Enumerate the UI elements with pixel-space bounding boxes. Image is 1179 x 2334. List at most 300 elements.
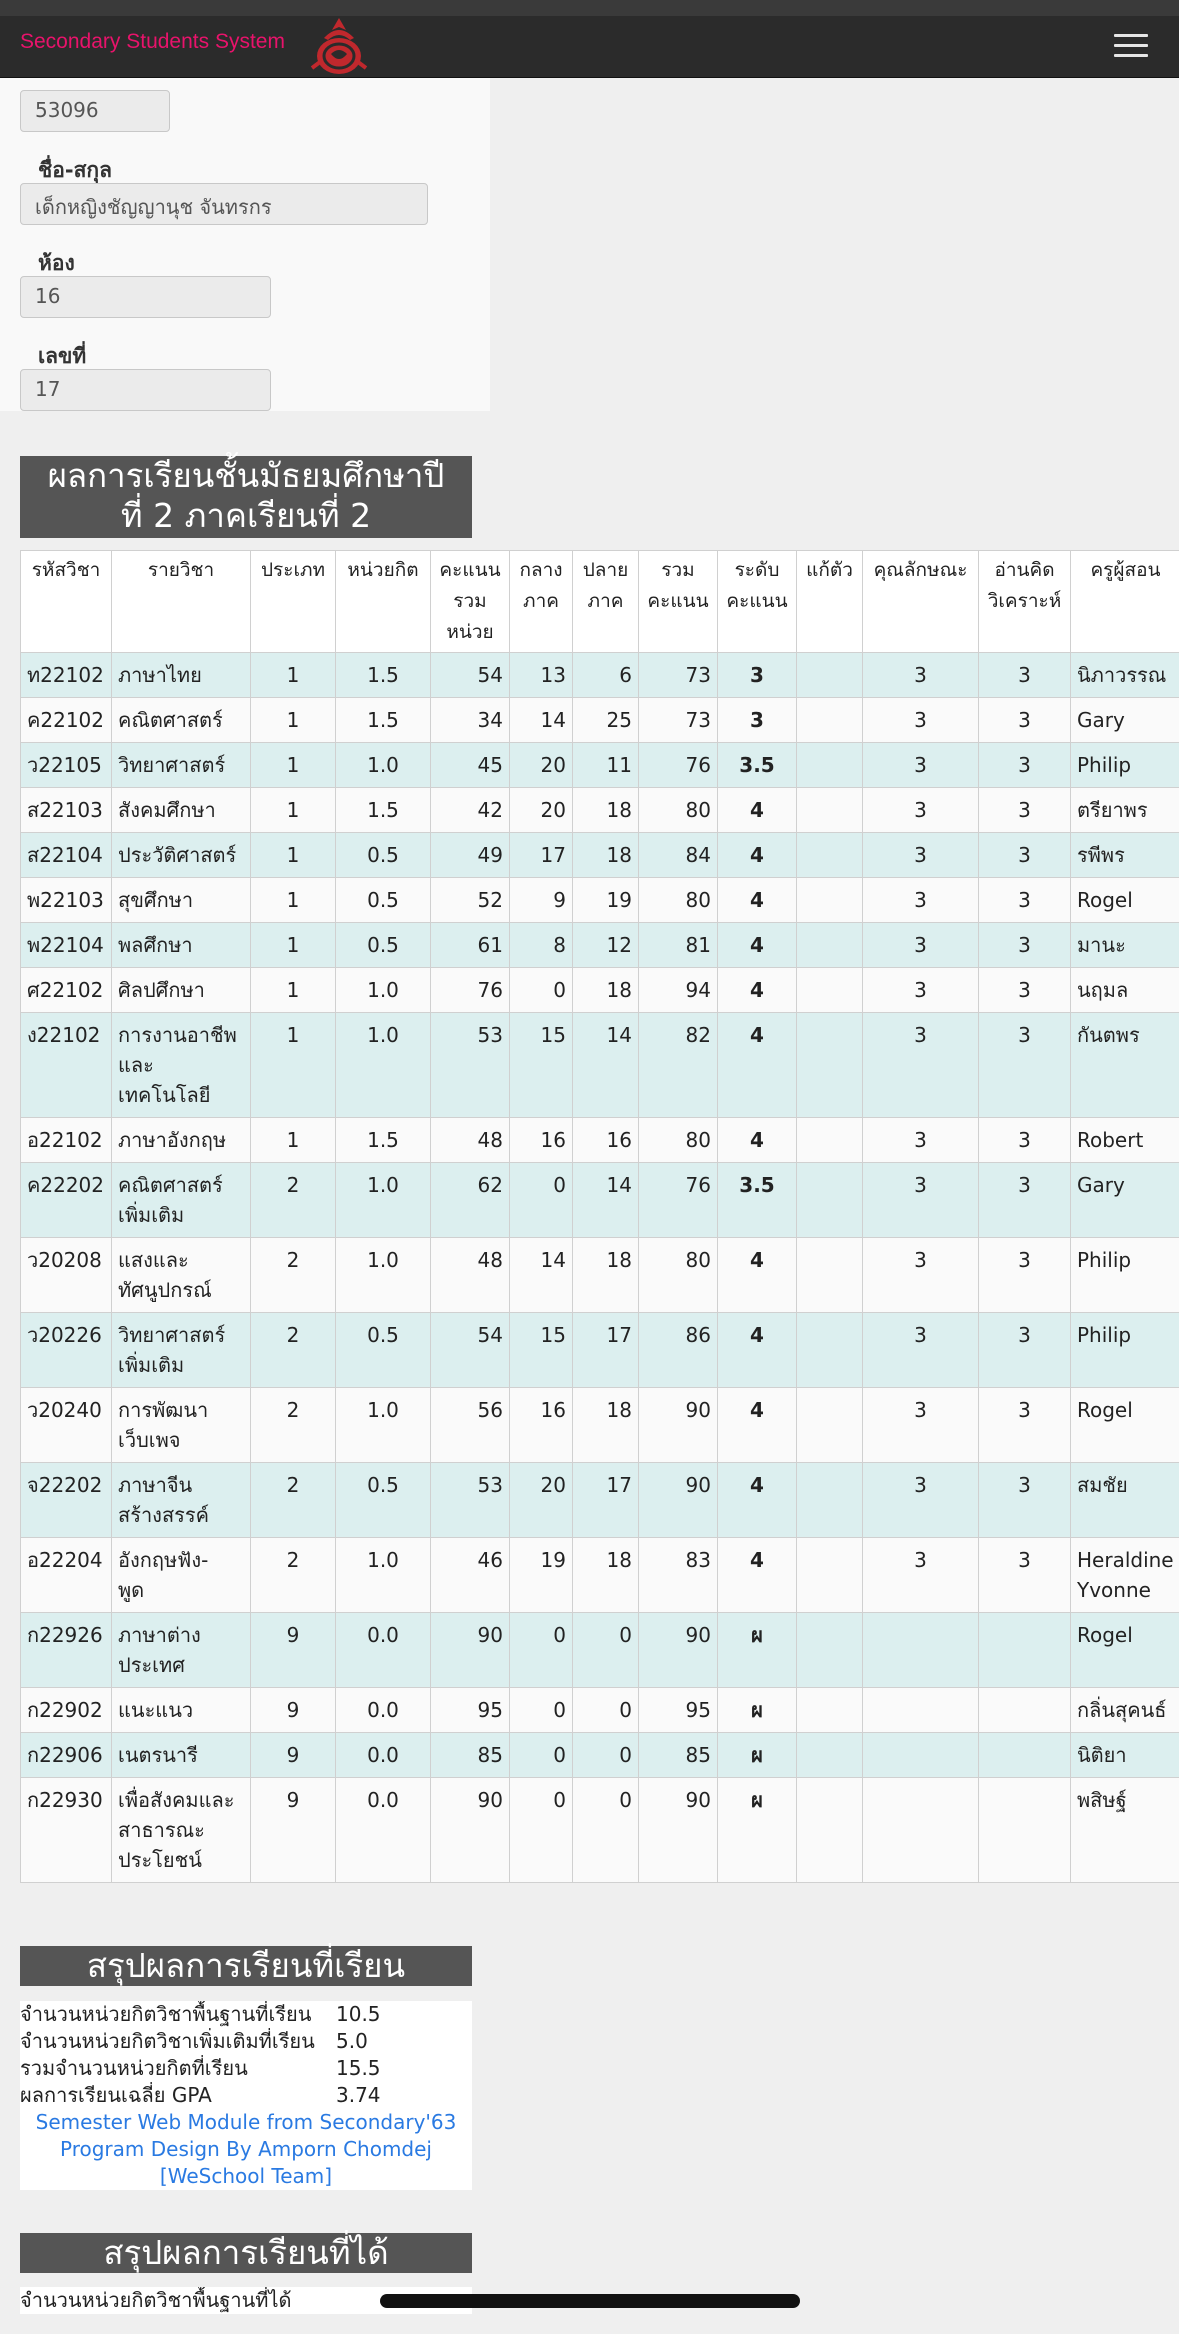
cell-trait: 3 [863, 1538, 979, 1613]
cell-read: 3 [979, 1313, 1071, 1388]
cell-read: 3 [979, 788, 1071, 833]
cell-final: 0 [573, 1733, 639, 1778]
cell-mid: 20 [510, 743, 573, 788]
results-title-line1: ผลการเรียนชั้นมัธยมศึกษาปี [47, 456, 445, 495]
cell-unit: 34 [431, 698, 510, 743]
cell-type: 2 [251, 1238, 336, 1313]
cell-type: 1 [251, 743, 336, 788]
table-row [21, 923, 1179, 968]
cell-grade: 3 [718, 698, 797, 743]
cell-teacher: Philip [1071, 1238, 1179, 1313]
cell-subject: เนตรนารี [112, 1733, 251, 1778]
cell-teacher: กลิ่นสุคนธ์ [1071, 1688, 1179, 1733]
cell-credit: 1.5 [336, 698, 431, 743]
cell-subject: อังกฤษฟัง- พูด [112, 1538, 251, 1613]
summary-row-label: จำนวนหน่วยกิตวิชาพื้นฐานที่เรียน [20, 2002, 312, 2026]
cell-mid: 16 [510, 1118, 573, 1163]
cell-total: 90 [639, 1613, 718, 1688]
cell-total: 80 [639, 788, 718, 833]
cell-total: 94 [639, 968, 718, 1013]
cell-total: 83 [639, 1538, 718, 1613]
cell-teacher: Heraldine Yvonne [1071, 1538, 1179, 1613]
cell-credit: 0.0 [336, 1733, 431, 1778]
table-row [21, 743, 1179, 788]
cell-mid: 8 [510, 923, 573, 968]
cell-grade: 4 [718, 1538, 797, 1613]
cell-final: 17 [573, 1313, 639, 1388]
cell-mid: 16 [510, 1388, 573, 1463]
cell-credit: 0.5 [336, 1463, 431, 1538]
cell-total: 90 [639, 1463, 718, 1538]
table-row [21, 1688, 1179, 1733]
cell-trait: 3 [863, 743, 979, 788]
summary-row [20, 2082, 472, 2109]
cell-teacher: Gary [1071, 1163, 1179, 1238]
column-header: รวม คะแนน [639, 551, 718, 653]
cell-mid: 9 [510, 878, 573, 923]
name-label: ชื่อ-สกุล [38, 158, 112, 182]
cell-fix [797, 1013, 863, 1118]
cell-read: 3 [979, 1538, 1071, 1613]
cell-final: 14 [573, 1013, 639, 1118]
cell-type: 9 [251, 1778, 336, 1883]
column-header: อ่านคิด วิเคราะห์ [979, 551, 1071, 653]
cell-type: 1 [251, 788, 336, 833]
cell-teacher: Rogel [1071, 1613, 1179, 1688]
cell-teacher: Robert [1071, 1118, 1179, 1163]
cell-final: 16 [573, 1118, 639, 1163]
cell-subject: ภาษาจีน สร้างสรรค์ [112, 1463, 251, 1538]
cell-code: ศ22102 [21, 968, 112, 1013]
student-info-panel [0, 78, 490, 411]
cell-code: ว22105 [21, 743, 112, 788]
cell-subject: วิทยาศาสตร์ [112, 743, 251, 788]
cell-subject: สุขศึกษา [112, 878, 251, 923]
cell-credit: 1.0 [336, 1163, 431, 1238]
summary-row-label: ผลการเรียนเฉลี่ย GPA [20, 2083, 212, 2107]
cell-unit: 53 [431, 1463, 510, 1538]
grades-table [20, 550, 1179, 1883]
cell-code: ก22902 [21, 1688, 112, 1733]
hamburger-icon[interactable] [1114, 34, 1148, 60]
cell-code: ว20240 [21, 1388, 112, 1463]
summary-earned-title: สรุปผลการเรียนที่ได้ [20, 2233, 472, 2273]
cell-read [979, 1613, 1071, 1688]
table-row [21, 878, 1179, 923]
cell-fix [797, 968, 863, 1013]
cell-total: 76 [639, 1163, 718, 1238]
cell-unit: 46 [431, 1538, 510, 1613]
column-header: คะแนน รวม หน่วย [431, 551, 510, 653]
cell-unit: 54 [431, 1313, 510, 1388]
results-title [20, 456, 472, 538]
cell-code: ก22930 [21, 1778, 112, 1883]
cell-trait: 3 [863, 1313, 979, 1388]
cell-code: พ22104 [21, 923, 112, 968]
cell-mid: 0 [510, 1688, 573, 1733]
room-field[interactable]: 16 [20, 276, 271, 318]
cell-total: 90 [639, 1778, 718, 1883]
cell-credit: 0.5 [336, 1313, 431, 1388]
cell-final: 18 [573, 968, 639, 1013]
cell-read [979, 1778, 1071, 1883]
cell-credit: 0.0 [336, 1613, 431, 1688]
cell-fix [797, 1778, 863, 1883]
top-navbar [0, 0, 1179, 78]
cell-unit: 52 [431, 878, 510, 923]
summary-row-label: จำนวนหน่วยกิตวิชาพื้นฐานที่ได้ [20, 2288, 292, 2312]
cell-read: 3 [979, 743, 1071, 788]
cell-credit: 1.0 [336, 1538, 431, 1613]
cell-subject: ภาษาต่าง ประเทศ [112, 1613, 251, 1688]
cell-read: 3 [979, 1163, 1071, 1238]
cell-credit: 1.0 [336, 1013, 431, 1118]
cell-mid: 0 [510, 1163, 573, 1238]
cell-credit: 0.5 [336, 878, 431, 923]
cell-trait: 3 [863, 1238, 979, 1313]
cell-final: 25 [573, 698, 639, 743]
cell-total: 80 [639, 1118, 718, 1163]
cell-total: 90 [639, 1388, 718, 1463]
cell-code: ว20208 [21, 1238, 112, 1313]
table-row [21, 968, 1179, 1013]
summary-enrolled-panel [20, 2001, 472, 2190]
grades-table-body [21, 653, 1179, 1883]
cell-total: 73 [639, 698, 718, 743]
cell-trait: 3 [863, 923, 979, 968]
cell-type: 1 [251, 1013, 336, 1118]
table-row [21, 1778, 1179, 1883]
cell-unit: 90 [431, 1613, 510, 1688]
cell-final: 0 [573, 1778, 639, 1883]
cell-mid: 0 [510, 1733, 573, 1778]
table-row [21, 1118, 1179, 1163]
cell-teacher: Rogel [1071, 878, 1179, 923]
cell-fix [797, 1463, 863, 1538]
summary-row-value: 3.74 [336, 2083, 381, 2107]
cell-code: ท22102 [21, 653, 112, 698]
cell-fix [797, 1538, 863, 1613]
cell-mid: 13 [510, 653, 573, 698]
cell-total: 86 [639, 1313, 718, 1388]
column-header: ระดับ คะแนน [718, 551, 797, 653]
table-row [21, 1238, 1179, 1313]
cell-teacher: สมชัย [1071, 1463, 1179, 1538]
cell-mid: 17 [510, 833, 573, 878]
cell-final: 0 [573, 1613, 639, 1688]
cell-teacher: Rogel [1071, 1388, 1179, 1463]
summary-row [20, 2001, 472, 2028]
summary-row-label: รวมจำนวนหน่วยกิตที่เรียน [20, 2056, 248, 2080]
student-number-field[interactable]: 17 [20, 369, 271, 411]
cell-read: 3 [979, 923, 1071, 968]
cell-fix [797, 788, 863, 833]
cell-type: 1 [251, 698, 336, 743]
cell-final: 18 [573, 1388, 639, 1463]
cell-fix [797, 1313, 863, 1388]
cell-unit: 48 [431, 1238, 510, 1313]
cell-unit: 61 [431, 923, 510, 968]
cell-total: 80 [639, 878, 718, 923]
room-label: ห้อง [38, 251, 75, 275]
column-header: รหัสวิชา [21, 551, 112, 653]
table-row [21, 1463, 1179, 1538]
cell-teacher: ตรียาพร [1071, 788, 1179, 833]
cell-code: ค22202 [21, 1163, 112, 1238]
cell-type: 1 [251, 833, 336, 878]
cell-read: 3 [979, 878, 1071, 923]
table-row [21, 833, 1179, 878]
cell-type: 2 [251, 1463, 336, 1538]
cell-type: 9 [251, 1613, 336, 1688]
cell-code: ส22104 [21, 833, 112, 878]
cell-grade: ผ [718, 1613, 797, 1688]
cell-fix [797, 1118, 863, 1163]
cell-teacher: พสิษฐ์ [1071, 1778, 1179, 1883]
cell-subject: ประวัติศาสตร์ [112, 833, 251, 878]
cell-mid: 15 [510, 1313, 573, 1388]
cell-trait: 3 [863, 1463, 979, 1538]
cell-unit: 45 [431, 743, 510, 788]
cell-unit: 53 [431, 1013, 510, 1118]
cell-mid: 0 [510, 1778, 573, 1883]
cell-type: 9 [251, 1733, 336, 1778]
cell-unit: 48 [431, 1118, 510, 1163]
cell-trait: 3 [863, 833, 979, 878]
cell-code: พ22103 [21, 878, 112, 923]
grades-table-header [21, 551, 1179, 653]
cell-grade: 4 [718, 1463, 797, 1538]
cell-trait: 3 [863, 1163, 979, 1238]
cell-final: 18 [573, 1538, 639, 1613]
cell-grade: 4 [718, 968, 797, 1013]
cell-grade: 4 [718, 833, 797, 878]
cell-type: 1 [251, 878, 336, 923]
cell-trait: 3 [863, 788, 979, 833]
summary-enrolled-title: สรุปผลการเรียนที่เรียน [20, 1946, 472, 1986]
cell-final: 18 [573, 788, 639, 833]
cell-trait: 3 [863, 1013, 979, 1118]
cell-code: ว20226 [21, 1313, 112, 1388]
cell-total: 95 [639, 1688, 718, 1733]
cell-teacher: นิติยา [1071, 1733, 1179, 1778]
cell-mid: 0 [510, 1613, 573, 1688]
cell-subject: ภาษาอังกฤษ [112, 1118, 251, 1163]
cell-fix [797, 923, 863, 968]
cell-read [979, 1688, 1071, 1733]
cell-unit: 76 [431, 968, 510, 1013]
cell-final: 14 [573, 1163, 639, 1238]
table-row [21, 1733, 1179, 1778]
cell-fix [797, 1613, 863, 1688]
table-row [21, 1313, 1179, 1388]
cell-final: 12 [573, 923, 639, 968]
cell-total: 80 [639, 1238, 718, 1313]
cell-read: 3 [979, 1118, 1071, 1163]
cell-grade: ผ [718, 1778, 797, 1883]
cell-read: 3 [979, 653, 1071, 698]
cell-credit: 0.5 [336, 923, 431, 968]
cell-subject: เพื่อสังคมและ สาธารณะ ประโยชน์ [112, 1778, 251, 1883]
cell-subject: คณิตศาสตร์ [112, 698, 251, 743]
cell-mid: 0 [510, 968, 573, 1013]
cell-subject: ภาษาไทย [112, 653, 251, 698]
cell-grade: 4 [718, 923, 797, 968]
cell-grade: 4 [718, 1118, 797, 1163]
cell-fix [797, 1688, 863, 1733]
cell-unit: 62 [431, 1163, 510, 1238]
cell-credit: 1.0 [336, 743, 431, 788]
cell-trait: 3 [863, 1118, 979, 1163]
cell-total: 82 [639, 1013, 718, 1118]
cell-grade: ผ [718, 1688, 797, 1733]
cell-subject: แสงและ ทัศนูปกรณ์ [112, 1238, 251, 1313]
cell-fix [797, 1238, 863, 1313]
cell-trait: 3 [863, 1388, 979, 1463]
cell-grade: 3.5 [718, 743, 797, 788]
cell-unit: 49 [431, 833, 510, 878]
cell-code: ง22102 [21, 1013, 112, 1118]
cell-credit: 0.0 [336, 1688, 431, 1733]
cell-teacher: Gary [1071, 698, 1179, 743]
column-header: แก้ตัว [797, 551, 863, 653]
cell-type: 1 [251, 653, 336, 698]
school-emblem-icon [306, 16, 372, 78]
cell-read: 3 [979, 968, 1071, 1013]
table-row [21, 1613, 1179, 1688]
column-header: หน่วยกิต [336, 551, 431, 653]
results-title-line2: ที่ 2 ภาคเรียนที่ 2 [120, 496, 372, 535]
cell-credit: 0.0 [336, 1778, 431, 1883]
cell-fix [797, 1388, 863, 1463]
cell-grade: ผ [718, 1733, 797, 1778]
column-header: คุณลักษณะ [863, 551, 979, 653]
cell-trait: 3 [863, 698, 979, 743]
cell-grade: 4 [718, 878, 797, 923]
cell-type: 2 [251, 1313, 336, 1388]
table-row [21, 698, 1179, 743]
cell-type: 2 [251, 1538, 336, 1613]
cell-final: 0 [573, 1688, 639, 1733]
cell-credit: 1.5 [336, 788, 431, 833]
cell-grade: 4 [718, 1313, 797, 1388]
column-header: ครูผู้สอน [1071, 551, 1179, 653]
cell-credit: 0.5 [336, 833, 431, 878]
summary-row-value: 10.5 [336, 2002, 381, 2026]
cell-read [979, 1733, 1071, 1778]
cell-type: 1 [251, 923, 336, 968]
cell-type: 1 [251, 1118, 336, 1163]
cell-type: 2 [251, 1388, 336, 1463]
cell-trait: 3 [863, 878, 979, 923]
column-header: ประเภท [251, 551, 336, 653]
cell-grade: 3 [718, 653, 797, 698]
cell-subject: การพัฒนา เว็บเพจ [112, 1388, 251, 1463]
cell-code: ส22103 [21, 788, 112, 833]
cell-trait [863, 1688, 979, 1733]
cell-subject: ศิลปศึกษา [112, 968, 251, 1013]
cell-mid: 20 [510, 1463, 573, 1538]
cell-fix [797, 653, 863, 698]
cell-subject: แนะแนว [112, 1688, 251, 1733]
column-header: กลาง ภาค [510, 551, 573, 653]
cell-credit: 1.0 [336, 1238, 431, 1313]
table-row [21, 788, 1179, 833]
cell-code: จ22202 [21, 1463, 112, 1538]
cell-unit: 42 [431, 788, 510, 833]
app-brand[interactable]: Secondary Students System [20, 30, 285, 53]
cell-read: 3 [979, 1388, 1071, 1463]
cell-code: อ22204 [21, 1538, 112, 1613]
cell-teacher: รพีพร [1071, 833, 1179, 878]
cell-fix [797, 833, 863, 878]
cell-fix [797, 698, 863, 743]
cell-total: 81 [639, 923, 718, 968]
cell-teacher: มานะ [1071, 923, 1179, 968]
cell-unit: 90 [431, 1778, 510, 1883]
table-row [21, 653, 1179, 698]
cell-read: 3 [979, 698, 1071, 743]
cell-teacher: นฤมล [1071, 968, 1179, 1013]
summary-row-label: จำนวนหน่วยกิตวิชาเพิ่มเติมที่เรียน [20, 2029, 315, 2053]
cell-mid: 20 [510, 788, 573, 833]
table-row [21, 1388, 1179, 1463]
home-indicator[interactable] [380, 2294, 800, 2308]
cell-mid: 14 [510, 1238, 573, 1313]
cell-credit: 1.0 [336, 1388, 431, 1463]
cell-read: 3 [979, 1238, 1071, 1313]
cell-trait [863, 1778, 979, 1883]
cell-grade: 4 [718, 1388, 797, 1463]
table-row [21, 1163, 1179, 1238]
summary-row [20, 2028, 472, 2055]
cell-read: 3 [979, 833, 1071, 878]
cell-subject: พลศึกษา [112, 923, 251, 968]
summary-row-value: 5.0 [336, 2029, 368, 2053]
summary-row [20, 2055, 472, 2082]
cell-unit: 56 [431, 1388, 510, 1463]
cell-unit: 85 [431, 1733, 510, 1778]
cell-total: 84 [639, 833, 718, 878]
cell-trait [863, 1733, 979, 1778]
cell-teacher: นิภาวรรณ [1071, 653, 1179, 698]
number-label: เลขที่ [38, 344, 87, 368]
cell-total: 73 [639, 653, 718, 698]
cell-type: 9 [251, 1688, 336, 1733]
cell-subject: สังคมศึกษา [112, 788, 251, 833]
cell-trait: 3 [863, 968, 979, 1013]
cell-subject: คณิตศาสตร์ เพิ่มเติม [112, 1163, 251, 1238]
cell-teacher: กันตพร [1071, 1013, 1179, 1118]
credit-link[interactable]: Semester Web Module from Secondary'63 Program Design By Amporn Chomdej [WeSchool Team] [35, 2110, 457, 2188]
cell-mid: 14 [510, 698, 573, 743]
table-row [21, 1538, 1179, 1613]
cell-type: 2 [251, 1163, 336, 1238]
cell-final: 18 [573, 833, 639, 878]
column-header: ปลาย ภาค [573, 551, 639, 653]
cell-trait [863, 1613, 979, 1688]
cell-teacher: Philip [1071, 743, 1179, 788]
student-id-field[interactable]: 53096 [20, 90, 170, 132]
cell-read: 3 [979, 1013, 1071, 1118]
cell-type: 1 [251, 968, 336, 1013]
student-name-field[interactable]: เด็กหญิงชัญญานุช จันทรกร [20, 183, 428, 225]
cell-final: 6 [573, 653, 639, 698]
cell-teacher: Philip [1071, 1313, 1179, 1388]
cell-trait: 3 [863, 653, 979, 698]
cell-code: ก22906 [21, 1733, 112, 1778]
cell-fix [797, 878, 863, 923]
